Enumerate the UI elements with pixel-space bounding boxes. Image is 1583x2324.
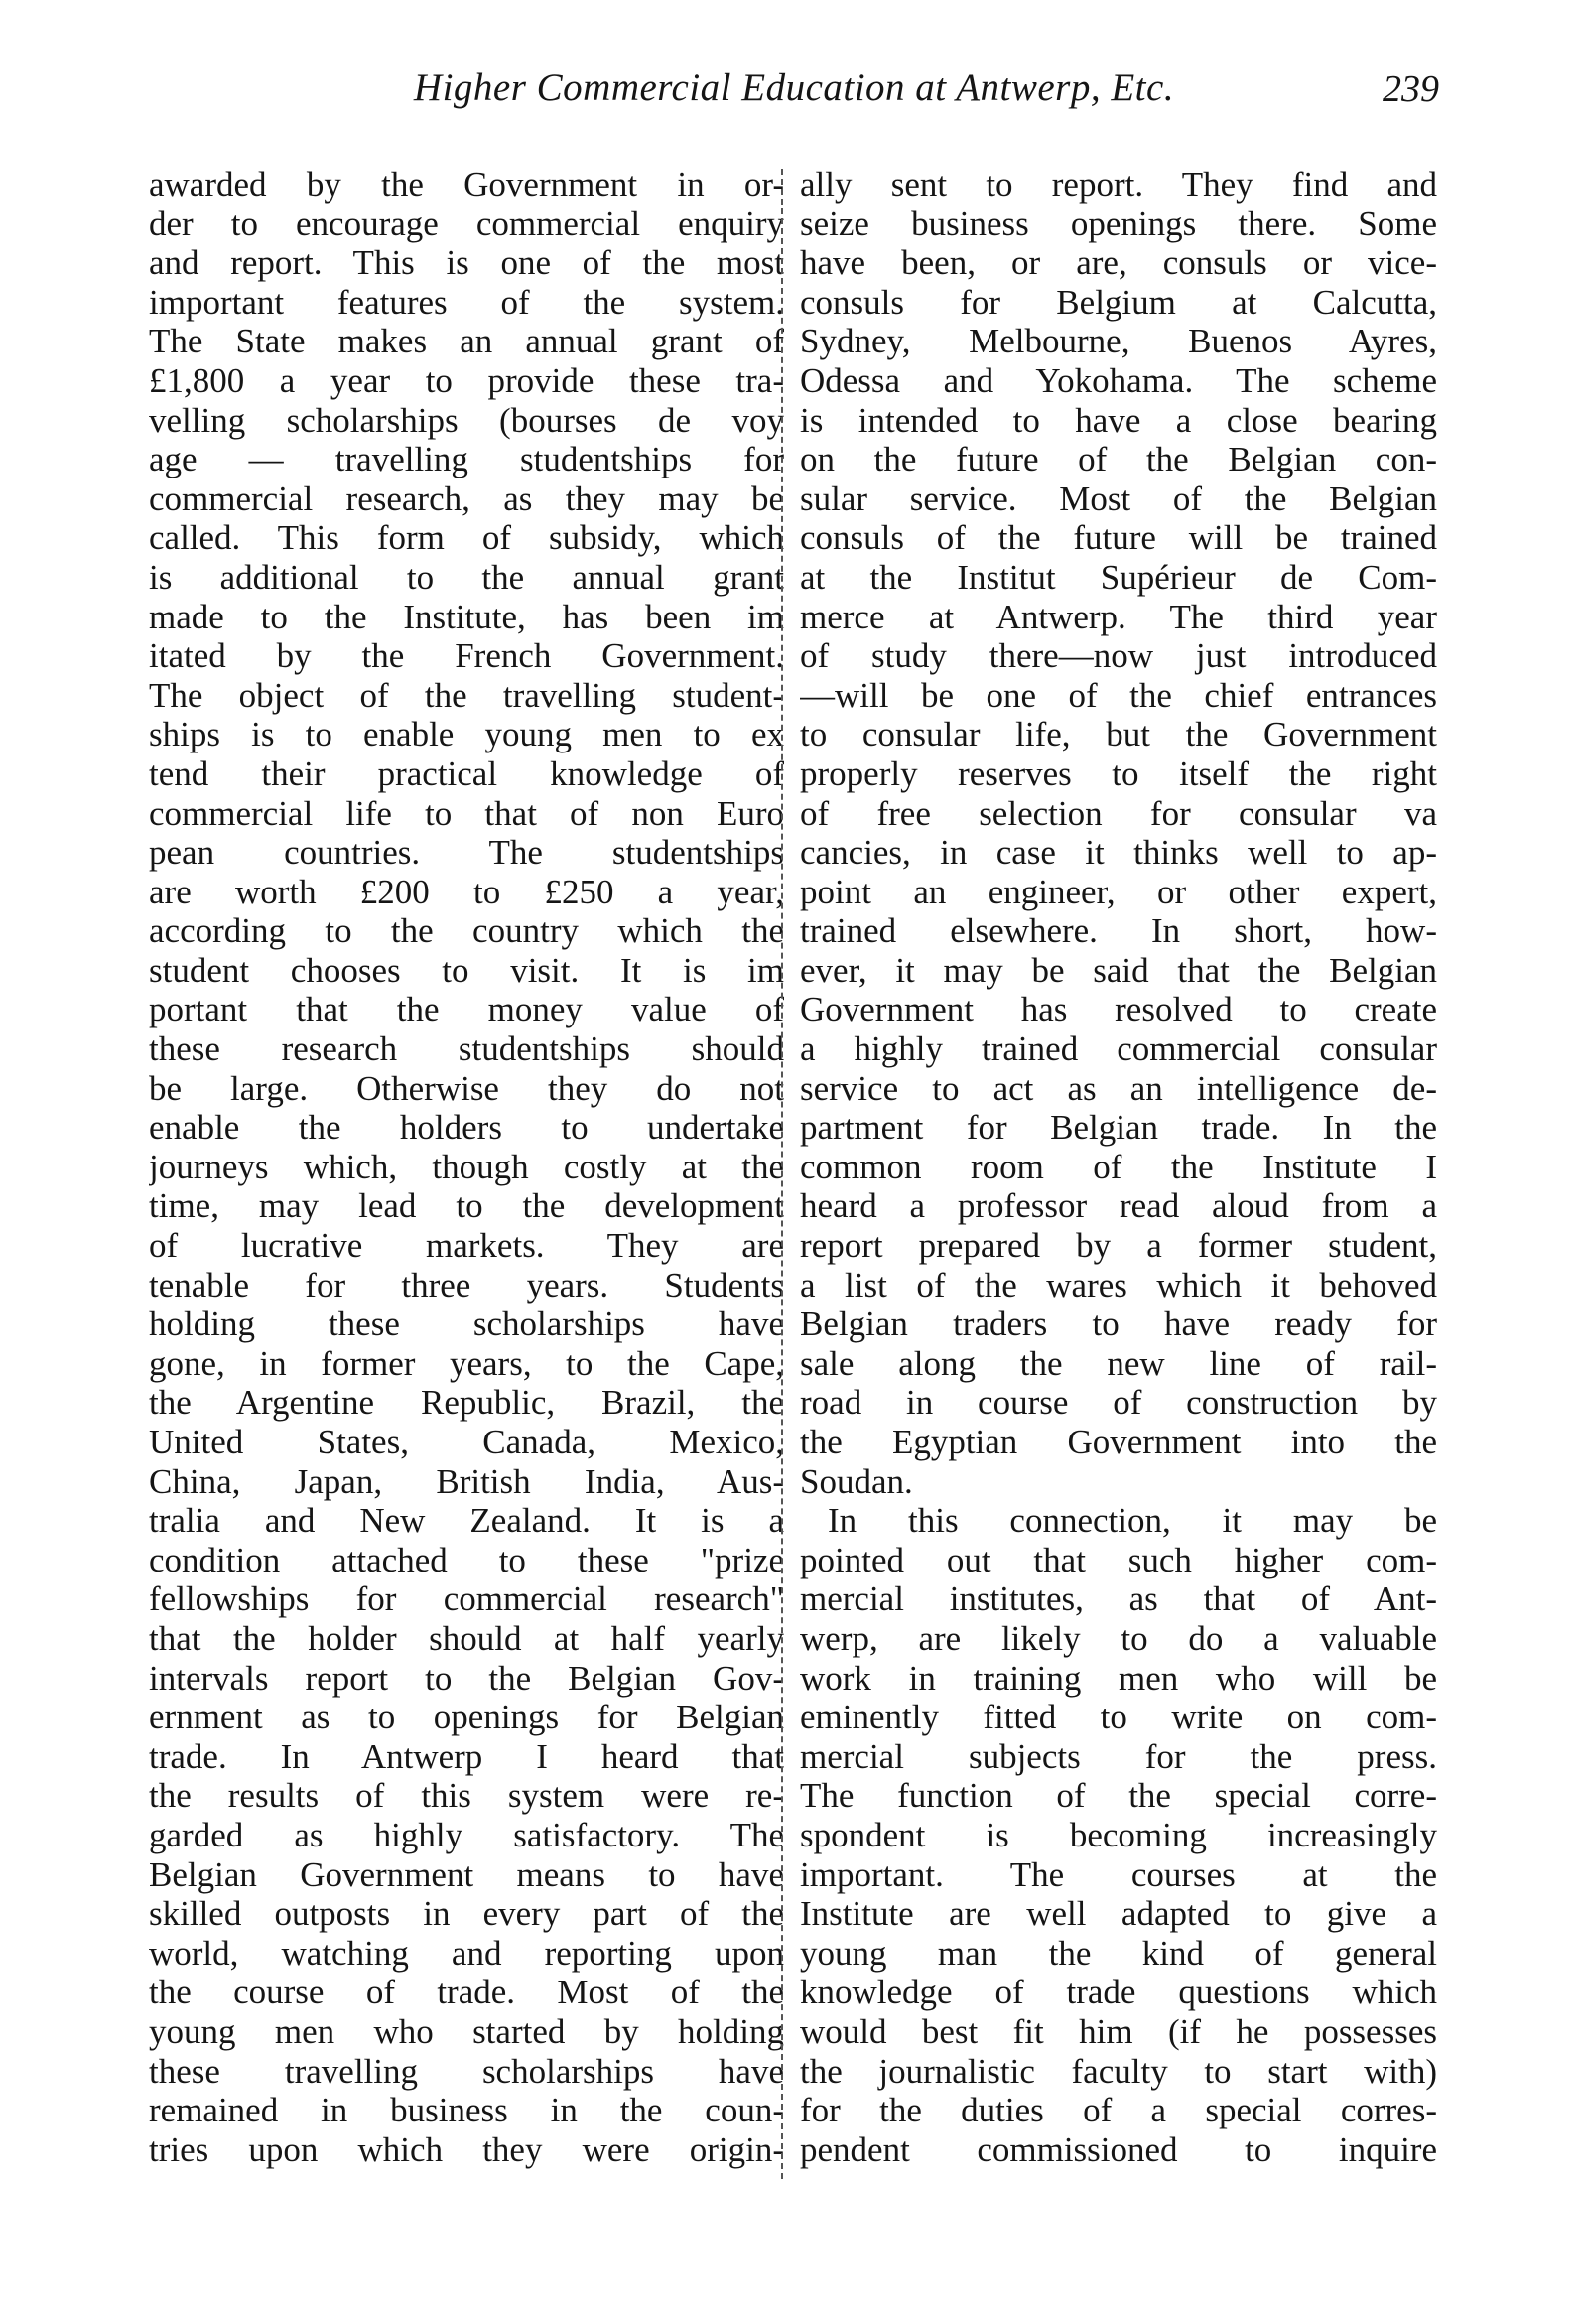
text-line: £1,800 a year to provide these tra- bbox=[149, 360, 784, 400]
text-line: important. The courses at the bbox=[800, 1854, 1437, 1894]
text-line: In this connection, it may be bbox=[828, 1501, 1437, 1541]
text-line: of free selection for consular va bbox=[800, 793, 1437, 833]
text-line: age — travelling studentships for bbox=[149, 440, 784, 479]
text-line: properly reserves to itself the right bbox=[800, 753, 1437, 793]
text-line: made to the Institute, has been im bbox=[149, 597, 784, 636]
text-line: ever, it may be said that the Belgian bbox=[800, 950, 1437, 990]
text-line: be large. Otherwise they do not bbox=[149, 1068, 784, 1108]
text-line: China, Japan, British India, Aus- bbox=[149, 1461, 784, 1501]
text-line: tenable for three years. Students bbox=[149, 1265, 784, 1304]
text-line: tralia and New Zealand. It is a bbox=[149, 1501, 784, 1541]
text-line: skilled outposts in every part of the bbox=[149, 1894, 784, 1934]
text-line: common room of the Institute I bbox=[800, 1147, 1437, 1186]
text-line: young man the kind of general bbox=[800, 1933, 1437, 1973]
text-line: seize business openings there. Some bbox=[800, 204, 1437, 243]
text-line: at the Institut Supérieur de Com- bbox=[800, 557, 1437, 597]
text-line: intervals report to the Belgian Gov- bbox=[149, 1658, 784, 1698]
text-line: remained in business in the coun- bbox=[149, 2091, 784, 2130]
text-line: spondent is becoming increasingly bbox=[800, 1815, 1437, 1854]
text-line: sular service. Most of the Belgian bbox=[800, 478, 1437, 518]
text-line: trained elsewhere. In short, how- bbox=[800, 911, 1437, 951]
text-line: the Egyptian Government into the bbox=[800, 1423, 1437, 1461]
text-line: trade. In Antwerp I heard that bbox=[149, 1736, 784, 1776]
text-line: consuls of the future will be trained bbox=[800, 518, 1437, 558]
text-line: merce at Antwerp. The third year bbox=[800, 597, 1437, 636]
text-line: tries upon which they were origin- bbox=[149, 2129, 784, 2169]
text-line: gone, in former years, to the Cape, bbox=[149, 1343, 784, 1383]
text-line: mercial subjects for the press. bbox=[800, 1736, 1437, 1776]
right-column bbox=[800, 165, 1437, 2169]
text-line: is intended to have a close bearing bbox=[800, 400, 1437, 440]
text-line: work in training men who will be bbox=[800, 1658, 1437, 1698]
text-line: to consular life, but the Government bbox=[800, 715, 1437, 754]
text-line: service to act as an intelligence de- bbox=[800, 1068, 1437, 1108]
text-line: heard a professor read aloud from a bbox=[800, 1186, 1437, 1226]
text-line: pean countries. The studentships bbox=[149, 833, 784, 873]
text-line: tend their practical knowledge of bbox=[149, 753, 784, 793]
page-header bbox=[149, 62, 1439, 121]
text-line: student chooses to visit. It is im bbox=[149, 950, 784, 990]
text-line: fellowships for commercial research" bbox=[149, 1579, 784, 1619]
text-line: Belgian traders to have ready for bbox=[800, 1304, 1437, 1344]
text-line: Odessa and Yokohama. The scheme bbox=[800, 360, 1437, 400]
text-line: werp, are likely to do a valuable bbox=[800, 1618, 1437, 1658]
text-line: journeys which, though costly at the bbox=[149, 1147, 784, 1186]
text-line: are worth £200 to £250 a year, bbox=[149, 872, 784, 911]
text-line: important features of the system. bbox=[149, 282, 784, 322]
text-line: commercial life to that of non Euro bbox=[149, 793, 784, 833]
text-line: a highly trained commercial consular bbox=[800, 1029, 1437, 1069]
text-line: the course of trade. Most of the bbox=[149, 1973, 784, 2012]
text-line: that the holder should at half yearly bbox=[149, 1618, 784, 1658]
text-line: is additional to the annual grant bbox=[149, 557, 784, 597]
text-line: holding these scholarships have bbox=[149, 1304, 784, 1344]
running-title: Higher Commercial Education at Antwerp, Etc. bbox=[413, 67, 1175, 109]
text-line: consuls for Belgium at Calcutta, bbox=[800, 282, 1437, 322]
text-line: and report. This is one of the most bbox=[149, 243, 784, 283]
text-line: time, may lead to the development bbox=[149, 1186, 784, 1226]
text-line: knowledge of trade questions which bbox=[800, 1973, 1437, 2012]
text-line: velling scholarships (bourses de voy bbox=[149, 400, 784, 440]
text-line: The function of the special corre- bbox=[800, 1776, 1437, 1816]
text-line: Government has resolved to create bbox=[800, 990, 1437, 1029]
text-line: on the future of the Belgian con- bbox=[800, 440, 1437, 479]
text-line: The State makes an annual grant of bbox=[149, 322, 784, 361]
text-line: the results of this system were re- bbox=[149, 1776, 784, 1816]
text-line: called. This form of subsidy, which bbox=[149, 518, 784, 558]
text-line: Sydney, Melbourne, Buenos Ayres, bbox=[800, 322, 1437, 361]
page-number: 239 bbox=[1383, 68, 1439, 110]
text-line: would best fit him (if he possesses bbox=[800, 2011, 1437, 2051]
text-line: ships is to enable young men to ex bbox=[149, 715, 784, 754]
text-line: der to encourage commercial enquiry bbox=[149, 204, 784, 243]
text-line: these travelling scholarships have bbox=[149, 2051, 784, 2091]
text-line: Institute are well adapted to give a bbox=[800, 1894, 1437, 1934]
text-line: pointed out that such higher com- bbox=[800, 1540, 1437, 1579]
text-line: itated by the French Government. bbox=[149, 636, 784, 676]
text-line: world, watching and reporting upon bbox=[149, 1933, 784, 1973]
text-line: have been, or are, consuls or vice- bbox=[800, 243, 1437, 283]
text-line: portant that the money value of bbox=[149, 990, 784, 1029]
text-line: report prepared by a former student, bbox=[800, 1226, 1437, 1266]
text-line: partment for Belgian trade. In the bbox=[800, 1108, 1437, 1148]
text-line: —will be one of the chief entrances bbox=[800, 675, 1437, 715]
text-line: according to the country which the bbox=[149, 911, 784, 951]
text-line: the journalistic faculty to start with) bbox=[800, 2051, 1437, 2091]
text-line: United States, Canada, Mexico, bbox=[149, 1423, 784, 1461]
text-line: commercial research, as they may be bbox=[149, 478, 784, 518]
text-line: The object of the travelling student- bbox=[149, 675, 784, 715]
text-line: road in course of construction by bbox=[800, 1383, 1437, 1423]
text-line: Belgian Government means to have bbox=[149, 1854, 784, 1894]
text-line: young men who started by holding bbox=[149, 2011, 784, 2051]
text-line: eminently fitted to write on com- bbox=[800, 1698, 1437, 1737]
text-line: a list of the wares which it behoved bbox=[800, 1265, 1437, 1304]
text-line: for the duties of a special corres- bbox=[800, 2091, 1437, 2130]
left-column bbox=[149, 165, 784, 2169]
text-line: pendent commissioned to inquire bbox=[800, 2129, 1437, 2169]
text-line: sale along the new line of rail- bbox=[800, 1343, 1437, 1383]
text-line: enable the holders to undertake bbox=[149, 1108, 784, 1148]
text-line: Soudan. bbox=[800, 1461, 913, 1501]
text-line: point an engineer, or other expert, bbox=[800, 872, 1437, 911]
text-line: condition attached to these "prize bbox=[149, 1540, 784, 1579]
text-line: of lucrative markets. They are bbox=[149, 1226, 784, 1266]
text-line: the Argentine Republic, Brazil, the bbox=[149, 1383, 784, 1423]
text-line: awarded by the Government in or- bbox=[149, 165, 784, 204]
text-line: these research studentships should bbox=[149, 1029, 784, 1069]
text-line: of study there—now just introduced bbox=[800, 636, 1437, 676]
text-line: garded as highly satisfactory. The bbox=[149, 1815, 784, 1854]
text-line: mercial institutes, as that of Ant- bbox=[800, 1579, 1437, 1619]
column-divider bbox=[781, 169, 783, 2179]
text-line: cancies, in case it thinks well to ap- bbox=[800, 833, 1437, 873]
text-line: ally sent to report. They find and bbox=[800, 165, 1437, 204]
text-line: ernment as to openings for Belgian bbox=[149, 1698, 784, 1737]
